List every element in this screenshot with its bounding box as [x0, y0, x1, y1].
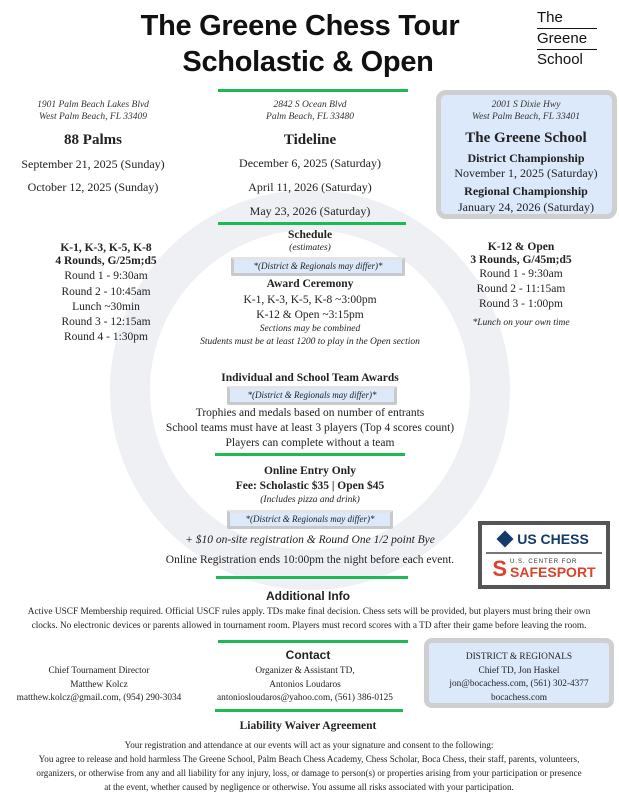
- greene-school-logo: The Greene School: [537, 8, 597, 70]
- lunch-note: *Lunch on your own time: [472, 318, 570, 328]
- divider: [218, 89, 408, 92]
- schedule-note: Students must be at least 1200 to play in the Open section: [200, 337, 420, 347]
- title-line1: The Greene Chess Tour: [140, 10, 460, 42]
- safesport-top-text: U.S. CENTER FOR: [510, 559, 578, 565]
- waiver-text: Your registration and attendance at our events will act as your signature and consent to the following: You agree to release and hold harmless The Greene School, Palm Beach Chess Academy, Chess Scholar, Boca Chess, their staff, parents, volunteers, organizers, or otherwise from any and all liability for any injury, loss, or damage to person(s) or properties arising from your participation or presence at the event, whether caused by negligence or otherwise. You assume all risks associated with your participation.: [36, 740, 582, 792]
- event-date: January 24, 2026 (Saturday): [458, 200, 594, 214]
- divider: [216, 576, 408, 579]
- contact-organizer: Organizer & Assistant TD, Antonios Loudaros antoniosloudaros@yahoo.com, (561) 386-0125: [217, 666, 393, 703]
- schedule-title: Schedule: [287, 229, 333, 241]
- uschess-icon: [497, 530, 514, 547]
- onsite-fee: + $10 on-site registration & Round One 1/2 point Bye: [185, 534, 435, 546]
- event-date: December 6, 2025 (Saturday): [239, 156, 381, 170]
- venue-name: The Greene School: [465, 130, 587, 146]
- uschess-logo-text: US CHESS: [517, 530, 589, 547]
- regional-label: Regional Championship: [464, 184, 588, 198]
- contact-chief-td: Chief Tournament Director Matthew Kolcz matthew.kolcz@gmail.com, (954) 290-3034: [16, 666, 182, 703]
- additional-title: Additional Info: [266, 589, 350, 603]
- schedule-subtitle: (estimates): [289, 243, 331, 253]
- waiver-title: Liability Waiver Agreement: [239, 720, 377, 732]
- venue-address: 1901 Palm Beach Lakes Blvd West Palm Beach, FL 33409: [37, 100, 149, 122]
- note-box: *(District & Regionals may differ)*: [227, 386, 397, 405]
- event-date: September 21, 2025 (Sunday): [21, 157, 165, 171]
- award-ceremony-title: Award Ceremony: [266, 278, 354, 290]
- divider: [218, 640, 408, 643]
- registration-deadline: Online Registration ends 10:00pm the night before each event.: [165, 554, 455, 566]
- section-format: 4 Rounds, G/25m;d5: [55, 255, 157, 267]
- contact-title: Contact: [285, 648, 331, 662]
- entry-fee: Fee: Scholastic $35 | Open $45: [235, 480, 385, 492]
- award-time: K-1, K-3, K-5, K-8 ~3:00pm: [243, 294, 377, 306]
- round-time: Round 2 - 10:45am: [61, 286, 151, 298]
- round-time: Round 3 - 12:15am: [61, 316, 151, 328]
- round-time: Round 4 - 1:30pm: [63, 331, 149, 343]
- contact-district: DISTRICT & REGIONALS Chief TD, Jon Haskel jon@bocachess.com, (561) 302-4377 bocachess.com: [449, 652, 589, 703]
- entry-title: Online Entry Only: [263, 465, 357, 477]
- title-line2: Scholastic & Open: [182, 46, 434, 78]
- divider: [218, 222, 406, 225]
- awards-line: Players can complete without a team: [225, 437, 395, 449]
- safesport-logo-text: SAFESPORT: [510, 564, 596, 580]
- district-label: District Championship: [467, 151, 585, 165]
- awards-title: Individual and School Team Awards: [221, 372, 399, 384]
- event-date: November 1, 2025 (Saturday): [454, 166, 598, 180]
- awards-line: School teams must have at least 3 players (Top 4 scores count): [165, 422, 455, 434]
- divider: [215, 709, 403, 712]
- event-date: October 12, 2025 (Sunday): [27, 180, 159, 194]
- entry-includes: (Includes pizza and drink): [260, 495, 360, 505]
- sponsor-logos: [478, 521, 610, 589]
- venue-name: Tideline: [283, 132, 337, 148]
- venue-name: 88 Palms: [64, 132, 122, 148]
- divider: [215, 453, 405, 456]
- round-time: Lunch ~30min: [72, 301, 140, 313]
- awards-line: Trophies and medals based on number of entrants: [195, 407, 425, 419]
- event-date: April 11, 2026 (Saturday): [248, 180, 372, 194]
- round-time: Round 1 - 9:30am: [479, 268, 563, 280]
- venue-address: 2001 S Dixie Hwy West Palm Beach, FL 33401: [472, 100, 580, 122]
- section-format: 3 Rounds, G/45m;d5: [470, 254, 572, 266]
- safesport-icon: S: [492, 556, 508, 581]
- section-names: K-1, K-3, K-5, K-8: [60, 242, 152, 254]
- schedule-note: Sections may be combined: [259, 324, 361, 334]
- note-box: *(District & Regionals may differ)*: [227, 510, 393, 529]
- round-time: Round 1 - 9:30am: [64, 270, 148, 282]
- additional-text: Active USCF Membership required. Official USCF rules apply. TDs make final decision. Chess sets will be provided, but players must bring their own clocks. No electronic devices or parents allowed in tournament room. Players must record scores with a TD after their game before leaving the room.: [27, 607, 591, 631]
- note-box: *(District & Regionals may differ)*: [231, 257, 405, 276]
- venue-address: 2842 S Ocean Blvd Palm Beach, FL 33480: [266, 100, 354, 122]
- event-date: May 23, 2026 (Saturday): [249, 204, 371, 218]
- award-time: K-12 & Open ~3:15pm: [256, 309, 364, 321]
- round-time: Round 3 - 1:00pm: [478, 298, 564, 310]
- section-names: K-12 & Open: [487, 241, 555, 253]
- round-time: Round 2 - 11:15am: [476, 283, 566, 295]
